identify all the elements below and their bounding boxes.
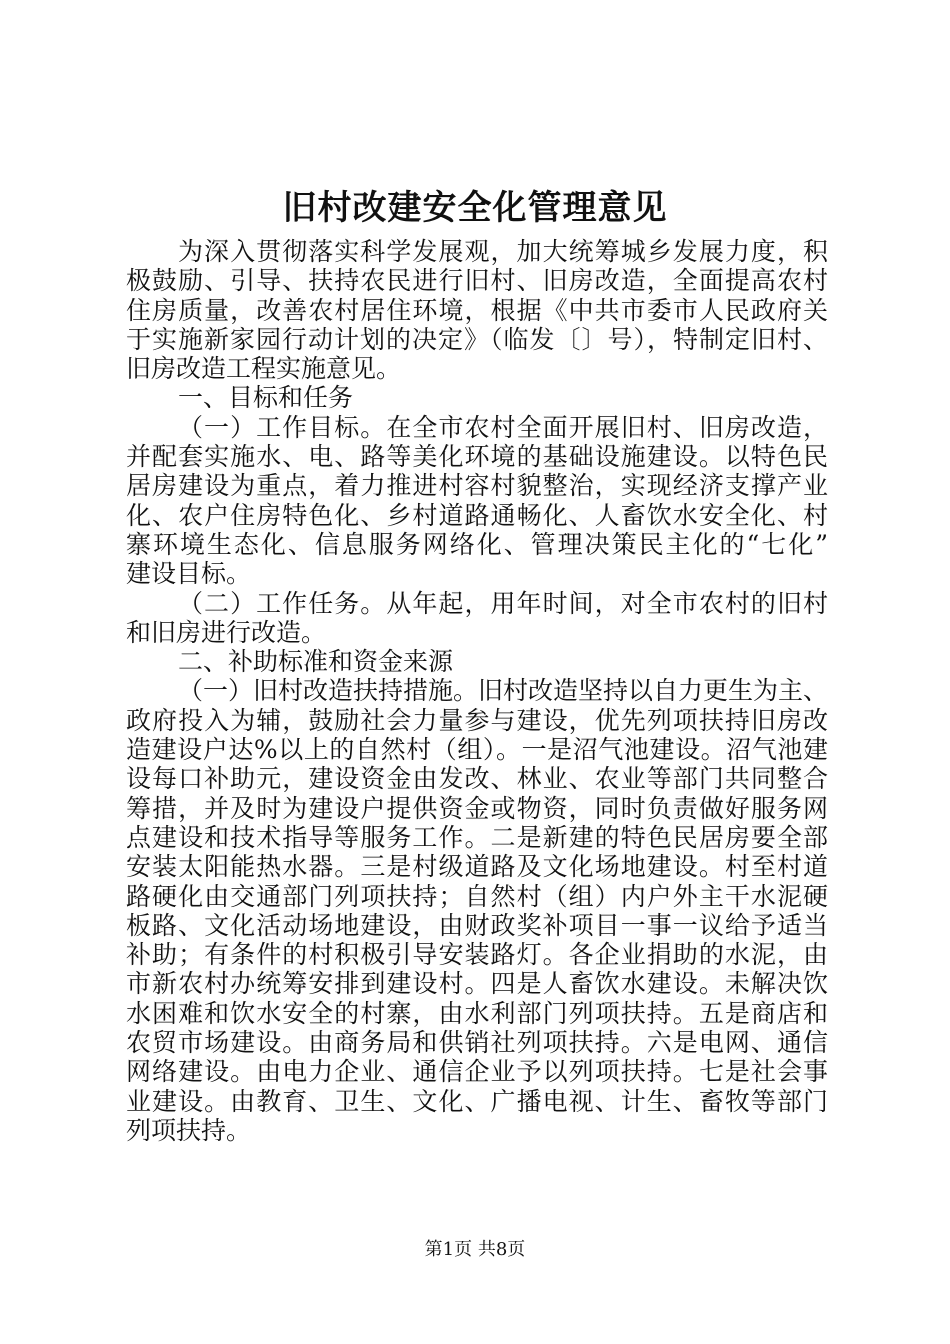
text-line: 政府投入为辅，鼓励社会力量参与建设，优先列项扶持旧房改 — [126, 705, 828, 735]
text-line: 列项扶持。 — [126, 1115, 252, 1145]
text-line: 点建设和技术指导等服务工作。二是新建的特色民居房要全部 — [126, 822, 828, 852]
text-line: 并配套实施水、电、路等美化环境的基础设施建设。以特色民 — [126, 442, 828, 472]
text-line: 水困难和饮水安全的村寨，由水利部门列项扶持。五是商店和 — [126, 998, 828, 1028]
text-line: 住房质量，改善农村居住环境，根据《中共市委市人民政府关 — [126, 295, 828, 325]
text-line: 路硬化由交通部门列项扶持；自然村（组）内户外主干水泥硬 — [126, 881, 828, 911]
text-line: 旧房改造工程实施意见。 — [126, 354, 402, 384]
text-line: 设每口补助元，建设资金由发改、林业、农业等部门共同整合 — [126, 764, 828, 794]
text-line: 筹措，并及时为建设户提供资金或物资，同时负责做好服务网 — [126, 793, 828, 823]
text-line: 市新农村办统筹安排到建设村。四是人畜饮水建设。未解决饮 — [126, 969, 828, 999]
text-line: 造建设户达%以上的自然村（组）。一是沼气池建设。沼气池建 — [126, 735, 828, 765]
text-line: 农贸市场建设。由商务局和供销社列项扶持。六是电网、通信 — [126, 1028, 828, 1058]
text-line: 建设目标。 — [126, 559, 252, 589]
text-line: 和旧房进行改造。 — [126, 617, 327, 647]
text-line: 于实施新家园行动计划的决定》（临发〔〕号），特制定旧村、 — [126, 324, 828, 354]
text-line: 寨环境生态化、信息服务网络化、管理决策民主化的“七化” — [126, 529, 828, 559]
text-line: （一）工作目标。在全市农村全面开展旧村、旧房改造， — [178, 412, 828, 442]
text-line: （二）工作任务。从年起，用年时间，对全市农村的旧村 — [178, 588, 828, 618]
text-line: 化、农户住房特色化、乡村道路通畅化、人畜饮水安全化、村 — [126, 500, 828, 530]
text-line: 居房建设为重点，着力推进村容村貌整治，实现经济支撑产业 — [126, 471, 828, 501]
text-line: 为深入贯彻落实科学发展观，加大统筹城乡发展力度，积 — [178, 237, 828, 266]
section-heading-2: 二、补助标准和资金来源 — [178, 647, 454, 677]
section-heading-1: 一、目标和任务 — [178, 383, 354, 413]
page-footer: 第1页 共8页 — [424, 1239, 526, 1260]
text-line: 安装太阳能热水器。三是村级道路及文化场地建设。村至村道 — [126, 852, 828, 882]
text-line: 补助；有条件的村积极引导安装路灯。各企业捐助的水泥，由 — [126, 940, 828, 970]
text-line: 极鼓励、引导、扶持农民进行旧村、旧房改造，全面提高农村 — [126, 266, 828, 296]
text-line: 业建设。由教育、卫生、文化、广播电视、计生、畜牧等部门 — [126, 1086, 828, 1116]
text-line: （一）旧村改造扶持措施。旧村改造坚持以自力更生为主、 — [178, 676, 829, 706]
document-title: 旧村改建安全化管理意见 — [282, 188, 668, 228]
text-line: 网络建设。由电力企业、通信企业予以列项扶持。七是社会事 — [126, 1057, 828, 1087]
text-line: 板路、文化活动场地建设，由财政奖补项目一事一议给予适当 — [126, 910, 828, 940]
document-body — [126, 237, 828, 1145]
